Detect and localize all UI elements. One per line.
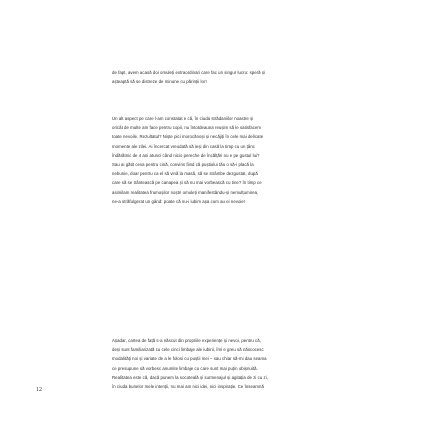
- text-line: așteaptă să se distreze de minune cu părinții lor!: [112, 79, 207, 85]
- text-line: Un alt aspect pe care l-am constatat e că, în ciuda strădaniilor noastre și: [112, 116, 254, 121]
- text-line: de fapt, avem acasă doi omuleți extraordinari care fac un singur lucru: speră și: [112, 70, 266, 75]
- text-line: în ciuda bunelor mele intenții, nu mai am nici idei, nici inspirație. Ce înseamnă: [112, 383, 264, 389]
- text-line: ne-a străfulgerat un gând: poate că nu-i iubim așa cum au ei nevoie!: [112, 198, 246, 204]
- paragraph-1: [112, 68, 344, 86]
- text-line: deși sunt familiarizată cu cele cinci limbaje ale iubirii, îmi e greu să născocesc: [112, 347, 264, 353]
- text-line: modalități noi și variate de a le folosi cu puștii mei – sau chiar să-mi dau seama: [112, 356, 267, 362]
- text-line: Realitatea este că, dacă punem la socoteală și surmenajul și agitația de zi cu zi,: [112, 374, 269, 380]
- text-line: nebunie, doar pentru ca el să vină la masă, să se strâmbe dezgustat, după: [112, 171, 258, 177]
- page-number: 12: [36, 387, 42, 393]
- text-line: îndărătnic de 4 ani atunci când nicio pereche de încălțări nu e pe gustul lui?: [112, 152, 260, 158]
- text-line: momente ale zilei. Ai încercat vreodată să ieși din casă la timp cu un țânc: [112, 143, 255, 149]
- text-line: care să se trântească pe canapea și să nu mai vorbească cu tine? În timp ce: [112, 180, 262, 186]
- text-line: Așadar, cartea de față s-a născut din propriile experiențe și nevoi, pentru că,: [112, 338, 261, 343]
- paragraph-3: [112, 336, 344, 391]
- text-line: ce presupune să vorbesc anumite limbaje cu care sunt mai puțin obișnuită.: [112, 365, 258, 371]
- text-line: Sau ai gătit ceva pentru cină, convins fiind că puștiului tău o să-i placă la: [112, 161, 254, 167]
- text-line: oricât de multe am face pentru copii, nu întotdeauna reușim să le satisfacem: [112, 125, 262, 131]
- text-line: toate nevoile. Rezultatul? Niște pici morocănoși și necăjiți în cele mai delicate: [112, 134, 264, 140]
- paragraph-2: [112, 114, 344, 206]
- text-line: asimilam realitatea frumoșilor noștri omuleți manifestându-și nemulțumirea,: [112, 189, 259, 195]
